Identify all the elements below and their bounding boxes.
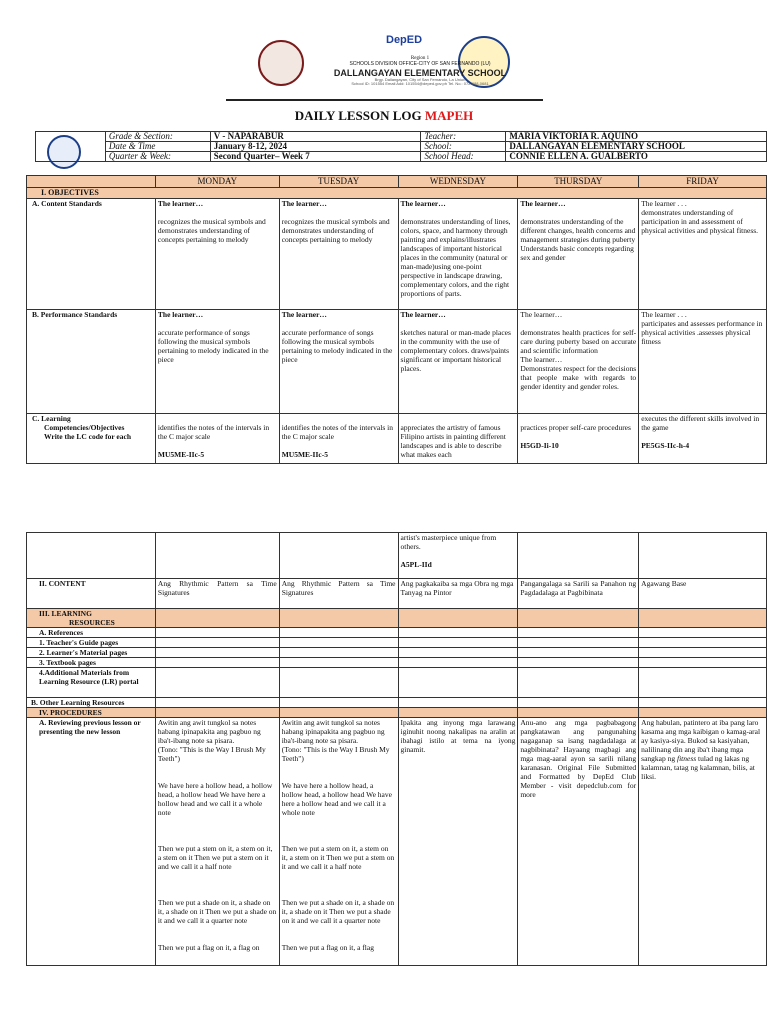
references-label: A. References xyxy=(27,628,156,638)
ps-friday: The learner . . . participates and assesses performance in physical activities .assesses physical fitness xyxy=(639,309,767,413)
lc-friday: executes the different skills involved in the game PE5GS-IIc-h-4 xyxy=(639,413,767,463)
lr-wednesday xyxy=(398,609,518,628)
content-monday: Ang Rhythmic Pattern sa Time Signatures xyxy=(155,579,279,609)
day-thursday: THURSDAY xyxy=(518,176,639,188)
quarter-value: Second Quarter– Week 7 xyxy=(210,152,421,162)
cont-friday xyxy=(639,533,767,579)
learners-material-label: 2. Learner's Material pages xyxy=(27,648,156,658)
cs-wednesday: The learner… demonstrates understanding of lines, colors, space, and harmony through painting and explains/illustrates landscapes of important historical places in the community (natural or man-made)using one-point perspective in landscape drawing, complementary colors, and the right proportions of parts. xyxy=(398,198,518,309)
day-monday: MONDAY xyxy=(155,176,279,188)
lesson-table-page1 xyxy=(26,175,767,464)
lr-friday xyxy=(639,609,767,628)
lesson-table-page2 xyxy=(26,532,767,966)
header-divider xyxy=(226,99,543,101)
cs-tuesday: The learner… recognizes the musical symbols and demonstrates understanding of concepts pertaining to melody xyxy=(279,198,398,309)
deped-logo: DepED xyxy=(386,34,423,46)
division-text: SCHOOLS DIVISION OFFICE-CITY OF SAN FERNANDO (LU) xyxy=(349,60,491,67)
page-title: DAILY LESSON LOG MAPEH xyxy=(294,108,474,123)
ps-tuesday: The learner… accurate performance of songs following the musical symbols pertaining to melody indicated in the piece xyxy=(279,309,398,413)
learning-resources-label: III. LEARNING RESOURCES xyxy=(27,609,156,628)
info-table xyxy=(35,131,767,162)
teachers-guide-label: 1. Teacher's Guide pages xyxy=(27,638,156,648)
grade-label: Grade & Section: xyxy=(105,132,210,142)
head-value: CONNIE ELLEN A. GUALBERTO xyxy=(506,152,767,162)
cs-thursday: The learner… demonstrates understanding of the different changes, health concerns and management strategies during puberty Understands basic concepts regarding sex and gender xyxy=(518,198,639,309)
teacher-value: MARIA VIKTORIA R. AQUINO xyxy=(506,132,767,142)
region-text: Region 1 xyxy=(410,56,430,61)
teacher-label: Teacher: xyxy=(421,132,506,142)
cont-monday xyxy=(155,533,279,579)
ps-thursday: The learner… demonstrates health practices for self-care during puberty based on accurate and scientific information The learner… Demonstrates respect for the decisions that people make with regards to gender identity and gender roles. xyxy=(518,309,639,413)
school-contact: School ID: 101554 Email Add: 101554@deped.gov.ph Tel. No.: 072-888-0681 xyxy=(351,81,489,87)
city-school-seal-left xyxy=(258,40,304,86)
quarter-label: Quarter & Week: xyxy=(105,152,210,162)
procedures-label: IV. PROCEDURES xyxy=(27,708,156,718)
school-value: DALLANGAYAN ELEMENTARY SCHOOL xyxy=(506,142,767,152)
learning-competencies-label: C. Learning Competencies/Objectives Write the LC code for each xyxy=(27,413,156,463)
reviewing-lesson-label: A. Reviewing previous lesson or presenting the new lesson xyxy=(27,718,156,966)
date-value: January 8-12, 2024 xyxy=(210,142,421,152)
cont-tuesday xyxy=(279,533,398,579)
objectives-heading: I. OBJECTIVES xyxy=(27,187,767,198)
school-label: School: xyxy=(421,142,506,152)
review-friday: Ang habulan, patintero at iba pang laro kasama ang mga kaibigan o kamag-aral ay kasiya-siya. Bukod sa kasiyahan, nalilinang din ang iba't ibang mga sangkap ng fitness tulad ng lakas ng kalamnan, tatag ng kalamnan, bilis, at liksi. xyxy=(639,718,767,966)
content-friday: Agawang Base xyxy=(639,579,767,609)
lr-tuesday xyxy=(279,609,398,628)
corner-cell xyxy=(27,176,156,188)
lc-wednesday: appreciates the artistry of famous Filipino artists in painting different landscapes and is able to describe what makes each xyxy=(398,413,518,463)
seal-cell xyxy=(36,132,106,162)
review-tuesday: Awitin ang awit tungkol sa notes habang ipinapakita ang pagbuo ng iba't-ibang note sa pisara. (Tono: "This is the Way I Brush My Teeth") We have here a hollow head, a hollow head, a hollow head We have here a hollow head and we call it a whole note Then we put a stem on it, a stem on it, a stem on it Then we put a stem on it and we call it a half note Then we put a shade on it, a shade on it, a shade on it Then we put a shade on it and we call it a quarter note Then we put a flag on it, a flag xyxy=(279,718,398,966)
school-name: DALLANGAYAN ELEMENTARY SCHOOL xyxy=(333,67,507,78)
school-letterhead xyxy=(300,42,540,87)
grade-value: V - NAPARABUR xyxy=(210,132,421,142)
cont-thursday xyxy=(518,533,639,579)
date-label: Date & Time xyxy=(105,142,210,152)
content-thursday: Pangangalaga sa Sarili sa Panahon ng Pagdadalaga at Pagbibinata xyxy=(518,579,639,609)
ps-monday: The learner… accurate performance of songs following the musical symbols pertaining to melody indicated in the piece xyxy=(155,309,279,413)
lr-monday xyxy=(155,609,279,628)
other-resources-label: B. Other Learning Resources xyxy=(27,698,156,708)
lc-thursday: practices proper self-care procedures H5GD-Ii-10 xyxy=(518,413,639,463)
lc-wednesday-cont: artist's masterpiece unique from others. A5PL-IId xyxy=(398,533,518,579)
ps-wednesday: The learner… sketches natural or man-made places in the community with the use of complementary colors. draws/paints significant or important historical places. xyxy=(398,309,518,413)
day-friday: FRIDAY xyxy=(639,176,767,188)
content-wednesday: Ang pagkakaiba sa mga Obra ng mga Tanyag na Pintor xyxy=(398,579,518,609)
school-address: Brgy. Dallangayan, City of San Fernando, La Union xyxy=(374,76,466,82)
cont-label-cell xyxy=(27,533,156,579)
content-standards-label: A. Content Standards xyxy=(27,198,156,309)
lc-tuesday: identifies the notes of the intervals in the C major scale MU5ME-IIc-5 xyxy=(279,413,398,463)
content-tuesday: Ang Rhythmic Pattern sa Time Signatures xyxy=(279,579,398,609)
day-tuesday: TUESDAY xyxy=(279,176,398,188)
review-wednesday: Ipakita ang inyong mga larawang iginuhit noong nakalipas na aralin at ibahagi istilo at tema na iyong ginamit. xyxy=(398,718,518,966)
lc-monday: identifies the notes of the intervals in the C major scale MU5ME-IIc-5 xyxy=(155,413,279,463)
performance-standards-label: B. Performance Standards xyxy=(27,309,156,413)
review-thursday: Anu-ano ang mga pagbabagong pangkatawan ang pangunahing nagaganap sa isang nagdadalaga at nagbibinata? Hayaang magbagi ang mga mag-aaral ayon sa sarili nilang karanasan. Original File Submitted and Formatted by DepEd Club Member - visit depedclub.com for more xyxy=(518,718,639,966)
cs-monday: The learner… recognizes the musical symbols and demonstrates understanding of concepts pertaining to melody xyxy=(155,198,279,309)
content-label: II. CONTENT xyxy=(27,579,156,609)
head-label: School Head: xyxy=(421,152,506,162)
lr-thursday xyxy=(518,609,639,628)
review-monday: Awitin ang awit tungkol sa notes habang ipinapakita ang pagbuo ng iba't-ibang note sa pisara. (Tono: "This is the Way I Brush My Teeth") We have here a hollow head, a hollow head, a hollow head We have here a hollow head and we call it a whole note Then we put a stem on it, a stem on it, a stem on it Then we put a stem on it and we call it a half note Then we put a shade on it, a shade on it, a shade on it Then we put a shade on it and we call it a quarter note Then we put a flag on it, a flag on xyxy=(155,718,279,966)
additional-materials-label: 4.Additional Materials from Learning Resource (LR) portal xyxy=(27,668,156,698)
cs-friday: The learner . . . demonstrates understanding of participation in and assessment of physical activities and physical fitness. xyxy=(639,198,767,309)
textbook-pages-label: 3. Textbook pages xyxy=(27,658,156,668)
day-wednesday: WEDNESDAY xyxy=(398,176,518,188)
